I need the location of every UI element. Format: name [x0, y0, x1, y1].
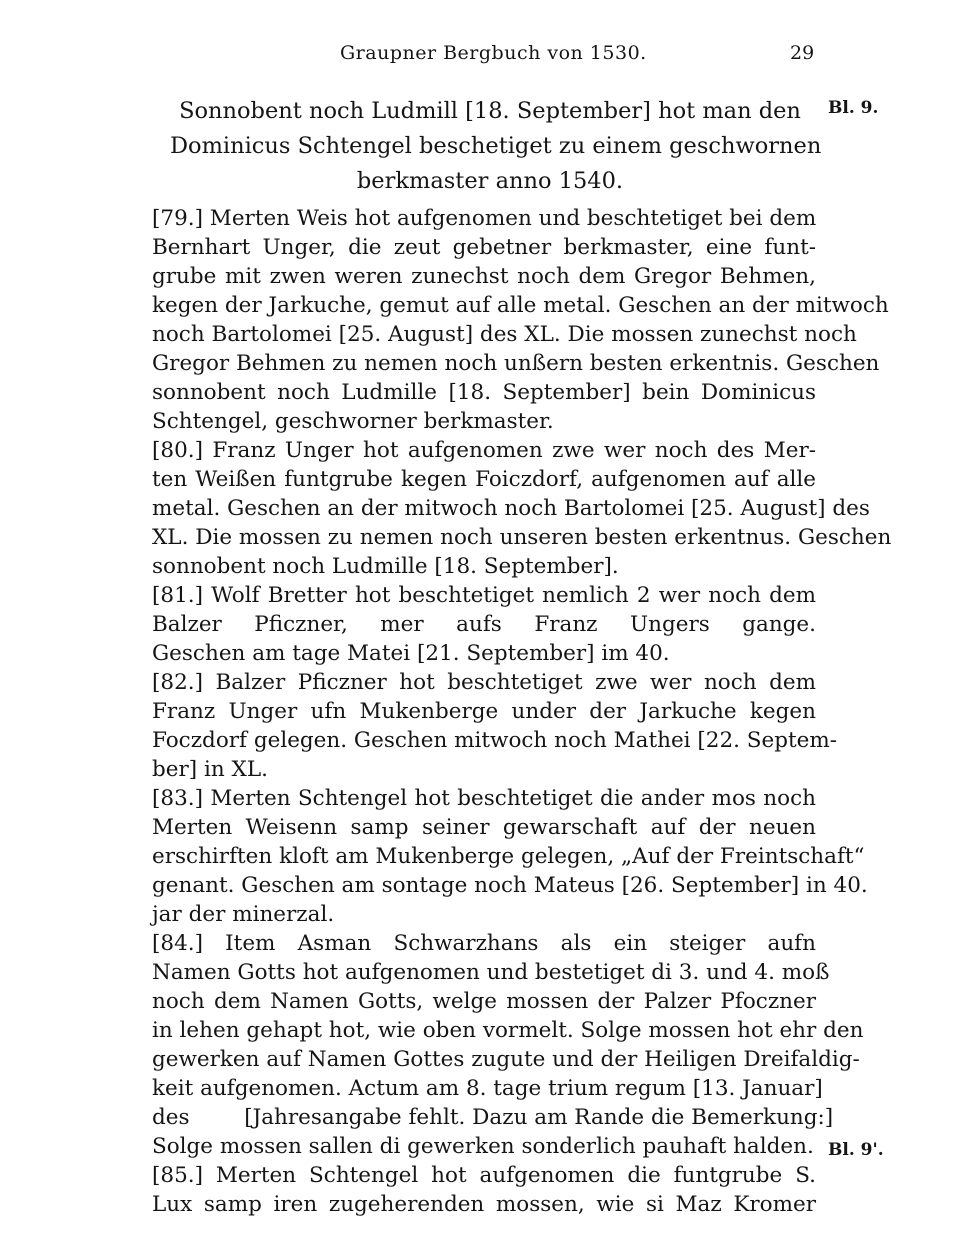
text-line: Foczdorf gelegen. Geschen mitwoch noch Mathei [22. Septem- [152, 728, 838, 753]
text-line: ber] in XL. [152, 757, 268, 782]
text-line: Franz Unger ufn Mukenberge under der Jarkuche kegen [152, 699, 816, 724]
margin-note-folio: Bl. 9'. [828, 1140, 884, 1160]
heading-line: Dominicus Schtengel beschetiget zu einem geschwornen [170, 133, 822, 159]
text-line: [80.] Franz Unger hot aufgenomen zwe wer noch des Mer- [152, 438, 816, 463]
text-line: Namen Gotts hot aufgenomen und bestetiget di 3. und 4. moß [152, 960, 830, 985]
text-line: jar der minerzal. [152, 902, 335, 927]
text-line: keit aufgenomen. Actum am 8. tage trium regum [13. Januar] [152, 1076, 823, 1101]
text-line: Solge mossen sallen di gewerken sonderlich pauhaft halden. [152, 1134, 814, 1159]
text-line: Bernhart Unger, die zeut gebetner berkmaster, eine funt- [152, 235, 816, 260]
heading-line: berkmaster anno 1540. [356, 168, 624, 194]
text-line: in lehen gehapt hot, wie oben vormelt. Solge mossen hot ehr den [152, 1018, 864, 1043]
text-line: Balzer Pficzner, mer aufs Franz Ungers gange. [152, 612, 816, 637]
margin-note-folio: Bl. 9. [828, 98, 879, 118]
text-line: [85.] Merten Schtengel hot aufgenomen die funtgrube S. [152, 1163, 816, 1188]
text-line: Merten Weisenn samp seiner gewarschaft auf der neuen [152, 815, 816, 840]
page-number: 29 [790, 42, 815, 64]
text-line: metal. Geschen an der mitwoch noch Bartolomei [25. August] des [152, 496, 870, 521]
text-line: ten Weißen funtgrube kegen Foiczdorf, aufgenomen auf alle [152, 467, 816, 492]
section-heading [170, 94, 822, 199]
text-line: Gregor Behmen zu nemen noch unßern besten erkentnis. Geschen [152, 351, 880, 376]
text-line: [83.] Merten Schtengel hot beschtetiget die ander mos noch [152, 786, 816, 811]
text-line: sonnobent noch Ludmille [18. September] bein Dominicus [152, 380, 816, 405]
text-line: gewerken auf Namen Gottes zugute und der Heiligen Dreifaldig- [152, 1047, 860, 1072]
text-line: [84.] Item Asman Schwarzhans als ein steiger aufn [152, 931, 816, 956]
running-title: Graupner Bergbuch von 1530. [340, 42, 647, 64]
heading-line: Sonnobent noch Ludmill [18. September] hot man den [179, 98, 801, 124]
text-line: erschirften kloft am Mukenberge gelegen, „Auf der Freintschaft“ [152, 844, 865, 869]
text-line: grube mit zwen weren zunechst noch dem Gregor Behmen, [152, 264, 816, 289]
text-line: noch dem Namen Gotts, welge mossen der Palzer Pfoczner [152, 989, 816, 1014]
text-line: [79.] Merten Weis hot aufgenomen und beschtetiget bei dem [152, 206, 817, 231]
text-line: genant. Geschen am sontage noch Mateus [26. September] in 40. [152, 873, 868, 898]
text-line: noch Bartolomei [25. August] des XL. Die mossen zunechst noch [152, 322, 857, 347]
text-line: Lux samp iren zugeherenden mossen, wie si Maz Kromer [152, 1192, 816, 1217]
text-line: kegen der Jarkuche, gemut auf alle metal. Geschen an der mitwoch [152, 293, 889, 318]
text-line: Schtengel, geschworner berkmaster. [152, 409, 554, 434]
text-line: Geschen am tage Matei [21. September] im 40. [152, 641, 670, 666]
text-line: des [Jahresangabe fehlt. Dazu am Rande die Bemerkung:] [152, 1105, 834, 1130]
text-line: sonnobent noch Ludmille [18. September]. [152, 554, 619, 579]
text-line: [81.] Wolf Bretter hot beschtetiget nemlich 2 wer noch dem [152, 583, 816, 608]
text-line: [82.] Balzer Pficzner hot beschtetiget zwe wer noch dem [152, 670, 816, 695]
text-line: XL. Die mossen zu nemen noch unseren besten erkentnus. Geschen [152, 525, 892, 550]
